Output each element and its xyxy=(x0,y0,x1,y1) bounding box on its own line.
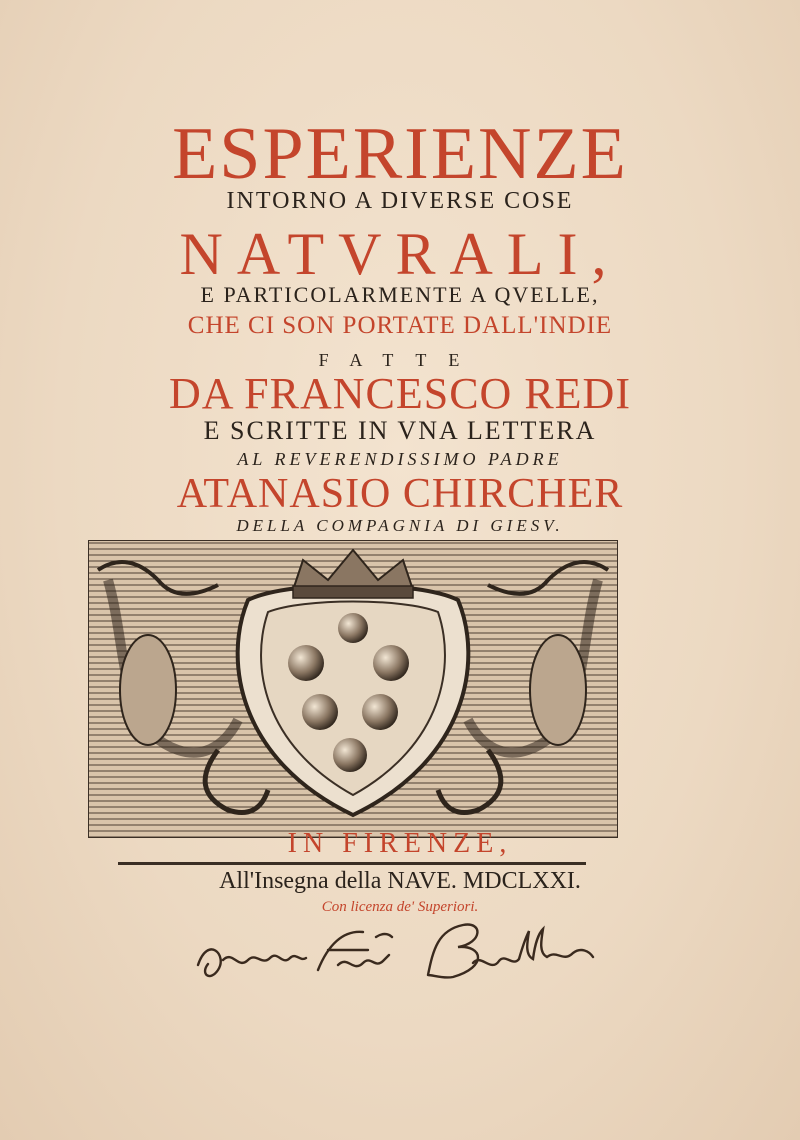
fatte-line: FATTE xyxy=(318,350,482,370)
subtitle-line-6: DELLA COMPAGNIA DI GIESV. xyxy=(236,516,564,535)
subtitle-line-1: INTORNO A DIVERSE COSE xyxy=(226,188,574,214)
handwritten-signature xyxy=(188,915,608,985)
author-line: DA FRANCESCO REDI xyxy=(169,369,631,418)
subtitle-line-4: E SCRITTE IN VNA LETTERA xyxy=(203,416,597,445)
dedicatee-line: ATANASIO CHIRCHER xyxy=(176,471,624,517)
book-title: ESPERIENZE xyxy=(172,113,628,195)
medici-coat-of-arms-icon xyxy=(88,540,618,838)
book-title-2: NATVRALI, xyxy=(179,221,621,287)
subtitle-line-5: AL REVERENDISSIMO PADRE xyxy=(237,449,563,469)
place-line: IN FIRENZE, xyxy=(287,828,513,859)
subtitle-line-3: CHE CI SON PORTATE DALL'INDIE xyxy=(187,312,613,339)
subtitle-line-2: E PARTICOLARMENTE A QVELLE, xyxy=(200,282,600,307)
license-line: Con licenza de' Superiori. xyxy=(321,899,479,915)
divider-rule xyxy=(118,862,586,865)
imprint-line: All'Insegna della NAVE. MDCLXXI. xyxy=(219,868,581,894)
